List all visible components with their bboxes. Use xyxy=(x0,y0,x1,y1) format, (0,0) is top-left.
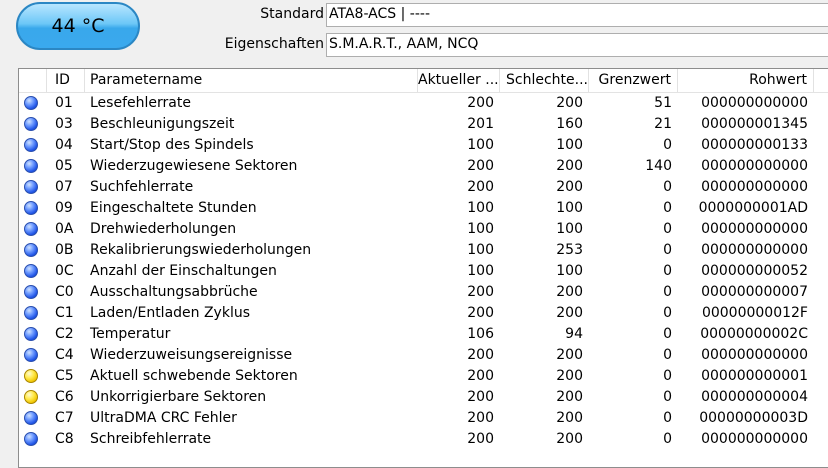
features-field[interactable]: S.M.A.R.T., AAM, NCQ xyxy=(326,33,828,57)
attribute-threshold: 0 xyxy=(663,410,672,426)
table-row[interactable] xyxy=(19,219,828,240)
attribute-id: 05 xyxy=(55,158,73,174)
attribute-threshold: 0 xyxy=(663,200,672,216)
attribute-raw: 000000000000 xyxy=(701,242,808,258)
attribute-current: 100 xyxy=(467,221,494,237)
attribute-current: 200 xyxy=(467,305,494,321)
attribute-current: 106 xyxy=(467,326,494,342)
attribute-name: Eingeschaltete Stunden xyxy=(90,200,257,216)
table-row[interactable] xyxy=(19,135,828,156)
good-status-icon xyxy=(24,264,38,278)
attribute-name: Lesefehlerrate xyxy=(90,95,191,111)
attribute-current: 100 xyxy=(467,242,494,258)
good-status-icon xyxy=(24,432,38,446)
attribute-name: Suchfehlerrate xyxy=(90,179,194,195)
table-row[interactable] xyxy=(19,261,828,282)
good-status-icon xyxy=(24,327,38,341)
attribute-threshold: 140 xyxy=(645,158,672,174)
attribute-name: Temperatur xyxy=(90,326,171,342)
attribute-worst: 200 xyxy=(556,410,583,426)
good-status-icon xyxy=(24,117,38,131)
attribute-name: Rekalibrierungswiederholungen xyxy=(90,242,312,258)
attribute-id: 07 xyxy=(55,179,73,195)
warning-status-icon xyxy=(24,390,38,404)
good-status-icon xyxy=(24,285,38,299)
attribute-threshold: 0 xyxy=(663,326,672,342)
attribute-threshold: 0 xyxy=(663,368,672,384)
attribute-raw: 000000000000 xyxy=(701,95,808,111)
table-row[interactable] xyxy=(19,156,828,177)
attribute-worst: 200 xyxy=(556,368,583,384)
attribute-raw: 000000000007 xyxy=(701,284,808,300)
attribute-threshold: 0 xyxy=(663,305,672,321)
attribute-name: Wiederzuweisungsereignisse xyxy=(90,347,293,363)
good-status-icon xyxy=(24,411,38,425)
attribute-name: Laden/Entladen Zyklus xyxy=(90,305,251,321)
attribute-threshold: 0 xyxy=(663,242,672,258)
attribute-threshold: 0 xyxy=(663,221,672,237)
attribute-id: 04 xyxy=(55,137,73,153)
column-header-status[interactable] xyxy=(19,69,47,92)
attribute-name: Aktuell schwebende Sektoren xyxy=(90,368,298,384)
good-status-icon xyxy=(24,243,38,257)
attribute-worst: 200 xyxy=(556,284,583,300)
attribute-current: 100 xyxy=(467,263,494,279)
attribute-raw: 0000000001AD xyxy=(698,200,808,216)
attribute-worst: 100 xyxy=(556,263,583,279)
column-header-current[interactable]: Aktueller ... xyxy=(418,69,500,92)
table-row[interactable] xyxy=(19,240,828,261)
attribute-id: 09 xyxy=(55,200,73,216)
column-header-raw[interactable]: Rohwert xyxy=(678,69,814,92)
good-status-icon xyxy=(24,222,38,236)
attribute-threshold: 0 xyxy=(663,137,672,153)
table-row[interactable] xyxy=(19,324,828,345)
standard-label: Standard xyxy=(260,6,324,22)
attribute-threshold: 21 xyxy=(654,116,672,132)
attribute-current: 200 xyxy=(467,347,494,363)
good-status-icon xyxy=(24,201,38,215)
attribute-id: C7 xyxy=(55,410,74,426)
attribute-worst: 100 xyxy=(556,200,583,216)
table-header xyxy=(19,69,828,93)
column-header-name[interactable]: Parametername xyxy=(85,69,418,92)
attribute-current: 200 xyxy=(467,158,494,174)
features-label: Eigenschaften xyxy=(224,36,324,52)
attribute-raw: 000000000000 xyxy=(701,221,808,237)
attribute-id: 01 xyxy=(55,95,73,111)
attribute-current: 200 xyxy=(467,410,494,426)
attribute-name: Drehwiederholungen xyxy=(90,221,237,237)
attribute-id: C0 xyxy=(55,284,74,300)
attribute-worst: 94 xyxy=(565,326,583,342)
attribute-raw: 000000000000 xyxy=(701,158,808,174)
attribute-raw: 00000000003D xyxy=(699,410,808,426)
attribute-id: C8 xyxy=(55,431,74,447)
attribute-current: 200 xyxy=(467,431,494,447)
attribute-id: 03 xyxy=(55,116,73,132)
attribute-id: 0C xyxy=(55,263,74,279)
table-row[interactable] xyxy=(19,366,828,387)
attribute-name: Wiederzugewiesene Sektoren xyxy=(90,158,298,174)
column-header-id[interactable]: ID xyxy=(47,69,85,92)
table-row[interactable] xyxy=(19,429,828,450)
attribute-threshold: 51 xyxy=(654,95,672,111)
table-row[interactable] xyxy=(19,387,828,408)
good-status-icon xyxy=(24,180,38,194)
attribute-threshold: 0 xyxy=(663,263,672,279)
table-row[interactable] xyxy=(19,303,828,324)
good-status-icon xyxy=(24,159,38,173)
attribute-worst: 200 xyxy=(556,431,583,447)
attribute-raw: 000000000001 xyxy=(701,368,808,384)
good-status-icon xyxy=(24,306,38,320)
attribute-name: Unkorrigierbare Sektoren xyxy=(90,389,267,405)
attribute-name: Start/Stop des Spindels xyxy=(90,137,254,153)
attribute-raw: 000000000000 xyxy=(701,347,808,363)
attribute-worst: 100 xyxy=(556,137,583,153)
column-header-threshold[interactable]: Grenzwert xyxy=(589,69,678,92)
attribute-raw: 000000000000 xyxy=(701,431,808,447)
good-status-icon xyxy=(24,96,38,110)
attribute-raw: 000000000052 xyxy=(701,263,808,279)
attribute-threshold: 0 xyxy=(663,431,672,447)
attribute-current: 100 xyxy=(467,200,494,216)
attribute-raw: 000000000004 xyxy=(701,389,808,405)
column-header-worst[interactable]: Schlechte... xyxy=(500,69,589,92)
attribute-id: C4 xyxy=(55,347,74,363)
attribute-current: 100 xyxy=(467,137,494,153)
standard-field[interactable]: ATA8-ACS | ---- xyxy=(326,3,828,27)
attribute-worst: 200 xyxy=(556,158,583,174)
smart-attributes-table xyxy=(18,68,828,468)
table-row[interactable] xyxy=(19,177,828,198)
attribute-worst: 200 xyxy=(556,179,583,195)
attribute-raw: 00000000002C xyxy=(700,326,808,342)
attribute-current: 200 xyxy=(467,284,494,300)
attribute-threshold: 0 xyxy=(663,179,672,195)
good-status-icon xyxy=(24,138,38,152)
attribute-raw: 000000000133 xyxy=(701,137,808,153)
attribute-current: 200 xyxy=(467,179,494,195)
table-row[interactable] xyxy=(19,345,828,366)
attribute-id: C6 xyxy=(55,389,74,405)
table-row[interactable] xyxy=(19,93,828,114)
attribute-current: 200 xyxy=(467,389,494,405)
attribute-worst: 200 xyxy=(556,389,583,405)
attribute-name: Beschleunigungszeit xyxy=(90,116,235,132)
attribute-threshold: 0 xyxy=(663,389,672,405)
attribute-id: 0B xyxy=(55,242,74,258)
attribute-threshold: 0 xyxy=(663,347,672,363)
table-row[interactable] xyxy=(19,114,828,135)
attribute-worst: 200 xyxy=(556,95,583,111)
attribute-current: 201 xyxy=(467,116,494,132)
attribute-name: Schreibfehlerrate xyxy=(90,431,212,447)
good-status-icon xyxy=(24,348,38,362)
attribute-worst: 200 xyxy=(556,305,583,321)
attribute-current: 200 xyxy=(467,95,494,111)
attribute-worst: 253 xyxy=(556,242,583,258)
attribute-threshold: 0 xyxy=(663,284,672,300)
attribute-name: Ausschaltungsabbrüche xyxy=(90,284,258,300)
table-row[interactable] xyxy=(19,198,828,219)
attribute-id: C2 xyxy=(55,326,74,342)
attribute-current: 200 xyxy=(467,368,494,384)
attribute-id: C1 xyxy=(55,305,74,321)
attribute-worst: 160 xyxy=(556,116,583,132)
attribute-name: Anzahl der Einschaltungen xyxy=(90,263,277,279)
attribute-id: 0A xyxy=(55,221,74,237)
table-row[interactable] xyxy=(19,408,828,429)
temperature-value: 44 °C xyxy=(51,15,105,37)
attribute-worst: 100 xyxy=(556,221,583,237)
warning-status-icon xyxy=(24,369,38,383)
attribute-name: UltraDMA CRC Fehler xyxy=(90,410,237,426)
attribute-raw: 000000000000 xyxy=(701,179,808,195)
table-row[interactable] xyxy=(19,282,828,303)
attribute-raw: 000000001345 xyxy=(701,116,808,132)
attribute-raw: 00000000012F xyxy=(701,305,808,321)
attribute-id: C5 xyxy=(55,368,74,384)
attribute-worst: 200 xyxy=(556,347,583,363)
